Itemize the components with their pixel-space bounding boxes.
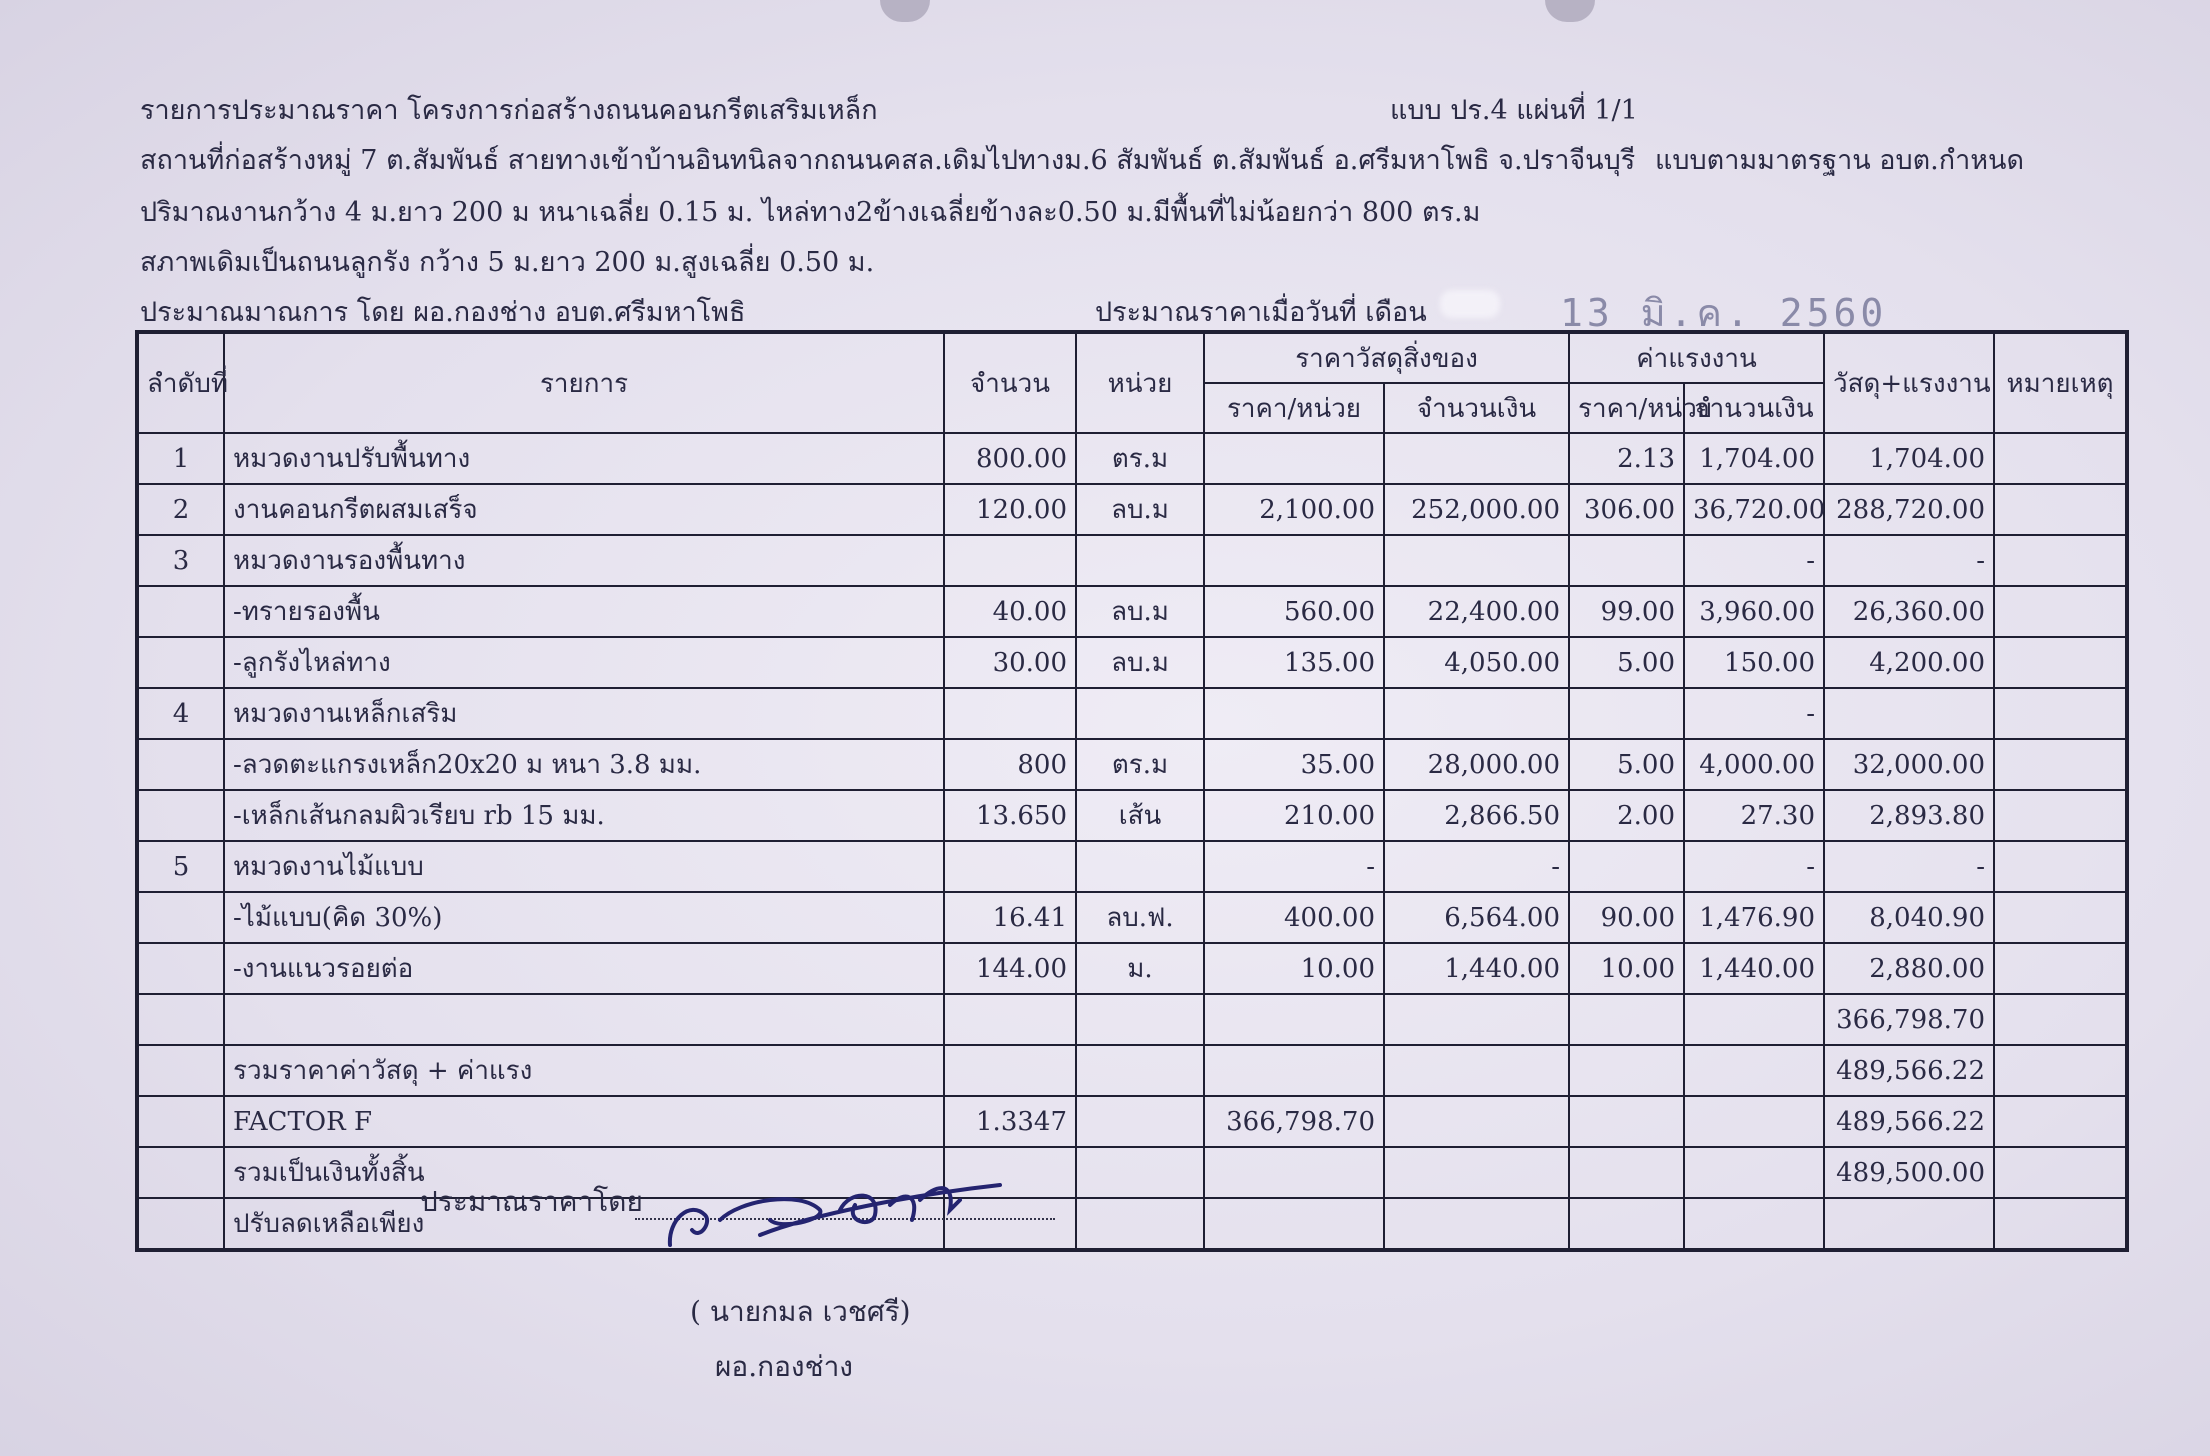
row-labor-amount: - (1684, 688, 1824, 739)
row-material-unit-price: 35.00 (1204, 739, 1384, 790)
subheader-amount: จำนวนเงิน (1384, 383, 1569, 433)
row-quantity: 13.650 (944, 790, 1076, 841)
row-total: 1,704.00 (1824, 433, 1994, 484)
row-material-amount (1384, 433, 1569, 484)
row-unit: ตร.ม (1076, 739, 1204, 790)
estimate-date-label: ประมาณราคาเมื่อวันที่ เดือน (1095, 297, 1427, 328)
row-quantity: 30.00 (944, 637, 1076, 688)
row-material-amount (1384, 688, 1569, 739)
row-labor-unit-price: 306.00 (1569, 484, 1684, 535)
row-unit: ลบ.ม (1076, 586, 1204, 637)
row-total: 489,566.22 (1824, 1096, 1994, 1147)
col-header-no: ลำดับที่ (137, 332, 224, 433)
row-labor-amount (1684, 1147, 1824, 1198)
row-labor-amount (1684, 1045, 1824, 1096)
row-total: - (1824, 535, 1994, 586)
table-row (137, 892, 2127, 943)
row-item: หมวดงานเหล็กเสริม (224, 688, 944, 739)
row-labor-amount: 1,704.00 (1684, 433, 1824, 484)
form-number: แบบ ปร.4 แผ่นที่ 1/1 (1390, 95, 1638, 126)
row-material-unit-price: 560.00 (1204, 586, 1384, 637)
document-title: รายการประมาณราคา โครงการก่อสร้างถนนคอนกรีตเสริมเหล็ก (140, 95, 878, 126)
table-row (137, 739, 2127, 790)
row-labor-unit-price: 2.13 (1569, 433, 1684, 484)
row-labor-amount: 3,960.00 (1684, 586, 1824, 637)
row-remark (1994, 1045, 2127, 1096)
row-labor-unit-price (1569, 688, 1684, 739)
row-labor-amount (1684, 1096, 1824, 1147)
row-material-unit-price (1204, 1045, 1384, 1096)
row-unit: ลบ.ม (1076, 637, 1204, 688)
row-material-amount: 252,000.00 (1384, 484, 1569, 535)
row-labor-amount: 27.30 (1684, 790, 1824, 841)
col-header-item: รายการ (224, 332, 944, 433)
row-labor-unit-price: 99.00 (1569, 586, 1684, 637)
row-number (137, 1198, 224, 1250)
row-total: 366,798.70 (1824, 994, 1994, 1045)
row-quantity (944, 994, 1076, 1045)
row-labor-amount: - (1684, 841, 1824, 892)
row-labor-unit-price: 10.00 (1569, 943, 1684, 994)
row-labor-amount: 150.00 (1684, 637, 1824, 688)
row-material-amount: 4,050.00 (1384, 637, 1569, 688)
row-material-unit-price: 135.00 (1204, 637, 1384, 688)
row-labor-amount: - (1684, 535, 1824, 586)
row-labor-unit-price (1569, 1096, 1684, 1147)
row-labor-amount: 4,000.00 (1684, 739, 1824, 790)
row-labor-unit-price (1569, 994, 1684, 1045)
row-unit (1076, 994, 1204, 1045)
row-remark (1994, 994, 2127, 1045)
row-labor-unit-price (1569, 1198, 1684, 1250)
subheader-unit-price: ราคา/หน่วย (1204, 383, 1384, 433)
table-row (137, 637, 2127, 688)
row-material-amount (1384, 1198, 1569, 1250)
header-line-1 (140, 88, 878, 131)
row-material-amount: 6,564.00 (1384, 892, 1569, 943)
row-material-unit-price (1204, 535, 1384, 586)
row-material-amount: - (1384, 841, 1569, 892)
row-quantity: 1.3347 (944, 1096, 1076, 1147)
row-material-unit-price: - (1204, 841, 1384, 892)
col-header-labor: ค่าแรงงาน (1569, 332, 1824, 383)
row-remark (1994, 484, 2127, 535)
row-unit (1076, 535, 1204, 586)
row-quantity: 144.00 (944, 943, 1076, 994)
row-labor-unit-price (1569, 841, 1684, 892)
row-number: 2 (137, 484, 224, 535)
col-header-unit: หน่วย (1076, 332, 1204, 433)
row-material-amount: 2,866.50 (1384, 790, 1569, 841)
row-remark (1994, 688, 2127, 739)
row-remark (1994, 433, 2127, 484)
standard-note: แบบตามมาตรฐาน อบต.กำหนด (1655, 145, 2025, 176)
row-number (137, 586, 224, 637)
row-remark (1994, 1198, 2127, 1250)
row-material-amount (1384, 1147, 1569, 1198)
row-quantity (944, 841, 1076, 892)
row-number (137, 1045, 224, 1096)
row-material-amount (1384, 535, 1569, 586)
punch-hole (1545, 0, 1595, 22)
row-number (137, 994, 224, 1045)
row-remark (1994, 739, 2127, 790)
table-row (137, 535, 2127, 586)
table-row (137, 484, 2127, 535)
row-remark (1994, 892, 2127, 943)
row-remark (1994, 943, 2127, 994)
table-row (137, 943, 2127, 994)
signature-label: ประมาณราคาโดย (420, 1185, 643, 1218)
row-quantity: 800.00 (944, 433, 1076, 484)
row-number: 3 (137, 535, 224, 586)
row-total: 2,893.80 (1824, 790, 1994, 841)
row-labor-amount: 1,476.90 (1684, 892, 1824, 943)
row-total: 288,720.00 (1824, 484, 1994, 535)
table-row (137, 841, 2127, 892)
table-row (137, 790, 2127, 841)
row-number: 4 (137, 688, 224, 739)
row-item (224, 994, 944, 1045)
row-item: FACTOR F (224, 1096, 944, 1147)
row-quantity (944, 688, 1076, 739)
handwritten-signature (650, 1160, 1010, 1270)
row-unit: เส้น (1076, 790, 1204, 841)
row-total: 4,200.00 (1824, 637, 1994, 688)
row-item: -ทรายรองพื้น (224, 586, 944, 637)
row-item: รวมเป็นเงินทั้งสิ้น (224, 1147, 944, 1198)
row-material-unit-price (1204, 688, 1384, 739)
row-material-unit-price (1204, 433, 1384, 484)
row-labor-amount: 36,720.00 (1684, 484, 1824, 535)
row-material-unit-price (1204, 1198, 1384, 1250)
row-material-unit-price: 10.00 (1204, 943, 1384, 994)
row-unit: ลบ.ม (1076, 484, 1204, 535)
row-unit: ลบ.ฟ. (1076, 892, 1204, 943)
row-quantity: 120.00 (944, 484, 1076, 535)
row-labor-unit-price (1569, 535, 1684, 586)
col-header-remark: หมายเหตุ (1994, 332, 2127, 433)
row-material-amount (1384, 1096, 1569, 1147)
row-unit: ตร.ม (1076, 433, 1204, 484)
row-labor-unit-price: 2.00 (1569, 790, 1684, 841)
row-quantity (944, 1045, 1076, 1096)
row-quantity (944, 535, 1076, 586)
signer-position: ผอ.กองช่าง (715, 1350, 853, 1383)
col-header-total: วัสดุ+แรงงาน (1824, 332, 1994, 433)
row-quantity: 40.00 (944, 586, 1076, 637)
table-row (137, 433, 2127, 484)
row-labor-unit-price (1569, 1147, 1684, 1198)
row-number: 1 (137, 433, 224, 484)
row-labor-unit-price: 90.00 (1569, 892, 1684, 943)
row-item: หมวดงานไม้แบบ (224, 841, 944, 892)
row-unit (1076, 1198, 1204, 1250)
row-total: 26,360.00 (1824, 586, 1994, 637)
row-unit (1076, 1045, 1204, 1096)
row-material-amount: 22,400.00 (1384, 586, 1569, 637)
row-unit: ม. (1076, 943, 1204, 994)
col-header-material: ราคาวัสดุสิ่งของ (1204, 332, 1569, 383)
row-material-amount (1384, 1045, 1569, 1096)
table-row (137, 586, 2127, 637)
row-item: หมวดงานรองพื้นทาง (224, 535, 944, 586)
row-material-amount (1384, 994, 1569, 1045)
row-item: หมวดงานปรับพื้นทาง (224, 433, 944, 484)
row-material-unit-price: 2,100.00 (1204, 484, 1384, 535)
table-row (137, 1096, 2127, 1147)
row-total (1824, 688, 1994, 739)
row-total: 32,000.00 (1824, 739, 1994, 790)
estimated-by: ประมาณมาณการ โดย ผอ.กองช่าง อบต.ศรีมหาโพธิ (140, 297, 746, 328)
row-item: รวมราคาค่าวัสดุ + ค่าแรง (224, 1045, 944, 1096)
table-row (137, 994, 2127, 1045)
estimate-table (135, 330, 2129, 1252)
row-total: 489,566.22 (1824, 1045, 1994, 1096)
row-remark (1994, 586, 2127, 637)
row-remark (1994, 1096, 2127, 1147)
row-total: - (1824, 841, 1994, 892)
row-labor-amount: 1,440.00 (1684, 943, 1824, 994)
row-item: -ลูกรังไหล่ทาง (224, 637, 944, 688)
row-labor-unit-price (1569, 1045, 1684, 1096)
row-labor-amount (1684, 994, 1824, 1045)
table-row (137, 688, 2127, 739)
row-item: งานคอนกรีตผสมเสร็จ (224, 484, 944, 535)
row-unit (1076, 688, 1204, 739)
row-labor-amount (1684, 1198, 1824, 1250)
row-number (137, 943, 224, 994)
punch-hole (880, 0, 930, 22)
table-header-row (137, 332, 2127, 383)
row-total (1824, 1198, 1994, 1250)
row-remark (1994, 637, 2127, 688)
row-remark (1994, 535, 2127, 586)
row-number (137, 892, 224, 943)
col-header-qty: จำนวน (944, 332, 1076, 433)
row-number (137, 637, 224, 688)
row-item: -เหล็กเส้นกลมผิวเรียบ rb 15 มม. (224, 790, 944, 841)
row-total: 489,500.00 (1824, 1147, 1994, 1198)
subheader-labor-unit-price: ราคา/หน่วย (1569, 383, 1684, 433)
row-number (137, 1096, 224, 1147)
row-quantity: 16.41 (944, 892, 1076, 943)
original-condition: สภาพเดิมเป็นถนนลูกรัง กว้าง 5 ม.ยาว 200 ม.สูงเฉลี่ย 0.50 ม. (140, 247, 875, 278)
row-material-unit-price: 366,798.70 (1204, 1096, 1384, 1147)
row-material-unit-price (1204, 994, 1384, 1045)
row-unit (1076, 1096, 1204, 1147)
row-material-amount: 1,440.00 (1384, 943, 1569, 994)
row-material-unit-price (1204, 1147, 1384, 1198)
row-total: 8,040.90 (1824, 892, 1994, 943)
row-material-amount: 28,000.00 (1384, 739, 1569, 790)
row-number: 5 (137, 841, 224, 892)
row-unit (1076, 841, 1204, 892)
table-row (137, 1045, 2127, 1096)
row-total: 2,880.00 (1824, 943, 1994, 994)
row-number (137, 739, 224, 790)
signer-name: ( นายกมล เวชศรี) (690, 1295, 911, 1328)
row-item: -ไม้แบบ(คิด 30%) (224, 892, 944, 943)
row-remark (1994, 1147, 2127, 1198)
row-remark (1994, 841, 2127, 892)
row-item: -งานแนวรอยต่อ (224, 943, 944, 994)
row-material-unit-price: 210.00 (1204, 790, 1384, 841)
row-quantity: 800 (944, 739, 1076, 790)
subheader-labor-amount: จำนวนเงิน (1684, 383, 1824, 433)
date-stamp: 13 มิ.ค. 2560 (1560, 291, 1888, 335)
row-item: -ลวดตะแกรงเหล็ก20x20 ม หนา 3.8 มม. (224, 739, 944, 790)
row-item: ปรับลดเหลือเพียง (224, 1198, 944, 1250)
site-location: สถานที่ก่อสร้างหมู่ 7 ต.สัมพันธ์ สายทางเข้าบ้านอินทนิลจากถนนคสล.เดิมไปทางม.6 สัมพันธ์ ต.สัมพันธ์ อ.ศรีมหาโพธิ จ.ปราจีนบุรี (140, 145, 1636, 176)
row-labor-unit-price: 5.00 (1569, 637, 1684, 688)
redaction-blur (1440, 290, 1500, 318)
row-unit (1076, 1147, 1204, 1198)
row-number (137, 790, 224, 841)
row-labor-unit-price: 5.00 (1569, 739, 1684, 790)
work-quantity: ปริมาณงานกว้าง 4 ม.ยาว 200 ม หนาเฉลี่ย 0.15 ม. ไหล่ทาง2ข้างเฉลี่ยข้างละ0.50 ม.มีพื้นที่ไม่น้อยกว่า 800 ตร.ม (140, 197, 1481, 228)
row-number (137, 1147, 224, 1198)
row-remark (1994, 790, 2127, 841)
row-material-unit-price: 400.00 (1204, 892, 1384, 943)
